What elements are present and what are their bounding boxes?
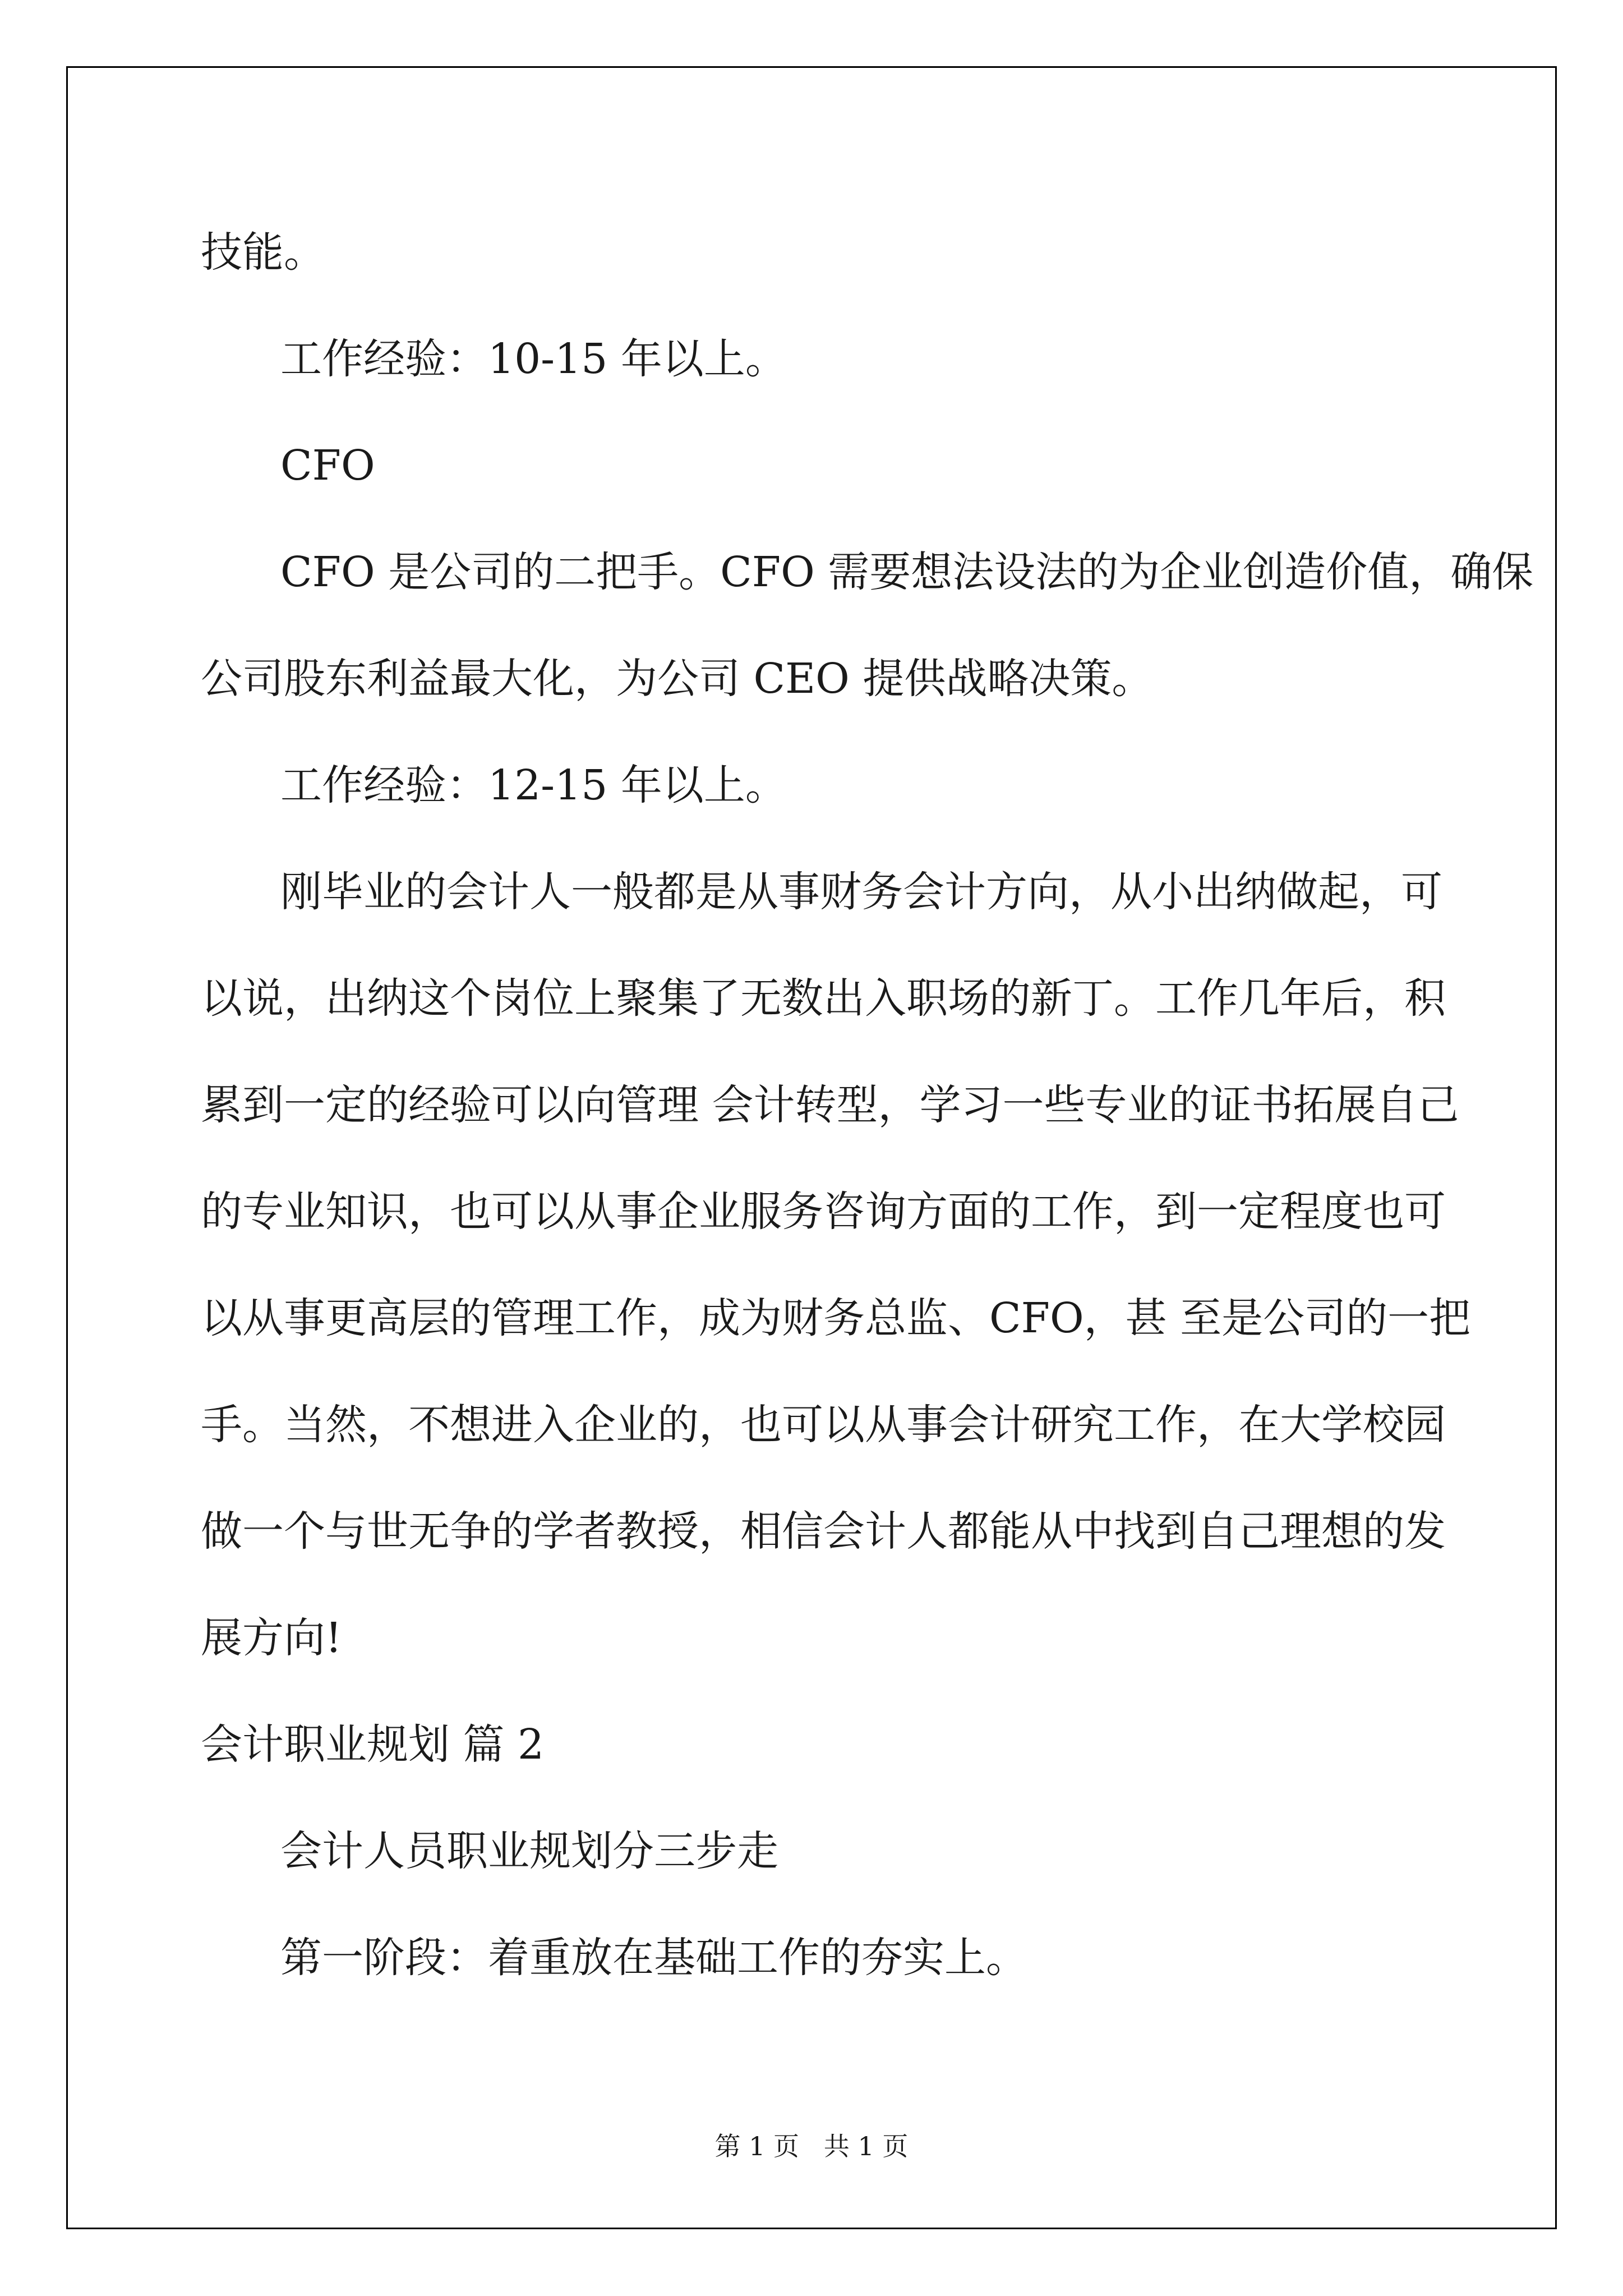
text-line: 做一个与世无争的学者教授，相信会计人都能从中找到自己理想的发 [201, 1507, 1446, 1556]
text-line: 的专业知识，也可以从事企业服务咨询方面的工作，到一定程度也可 [201, 1188, 1446, 1236]
text-line: 刚毕业的会计人一般都是从事财务会计方向，从小出纳做起，可 [280, 868, 1442, 916]
text-line: 工作经验：10-15 年以上。 [280, 335, 787, 383]
text-line: 会计人员职业规划分三步走 [280, 1827, 778, 1875]
page-footer: 第 1 页 共 1 页 [714, 2131, 909, 2161]
page-border [66, 66, 1557, 2229]
text-line: 以说，出纳这个岗位上聚集了无数出入职场的新丁。工作几年后，积 [201, 974, 1446, 1023]
text-line: 展方向! [201, 1614, 342, 1662]
section-heading: 会计职业规划 篇 2 [201, 1720, 545, 1769]
text-line: 第一阶段：着重放在基础工作的夯实上。 [280, 1934, 1027, 1982]
text-line: 技能。 [201, 228, 325, 277]
text-line: CFO 是公司的二把手。CFO 需要想法设法的为企业创造价值，确保 [280, 548, 1534, 596]
text-line: 工作经验：12-15 年以上。 [280, 761, 787, 809]
text-line: 公司股东利益最大化，为公司 CEO 提供战略决策。 [201, 655, 1154, 703]
text-line: 累到一定的经验可以向管理 会计转型，学习一些专业的证书拓展自己 [201, 1081, 1459, 1129]
text-line: 以从事更高层的管理工作，成为财务总监、CFO，甚 至是公司的一把 [201, 1294, 1471, 1342]
text-line: CFO [280, 441, 375, 490]
text-line: 手。当然，不想进入企业的，也可以从事会计研究工作，在大学校园 [201, 1401, 1446, 1449]
